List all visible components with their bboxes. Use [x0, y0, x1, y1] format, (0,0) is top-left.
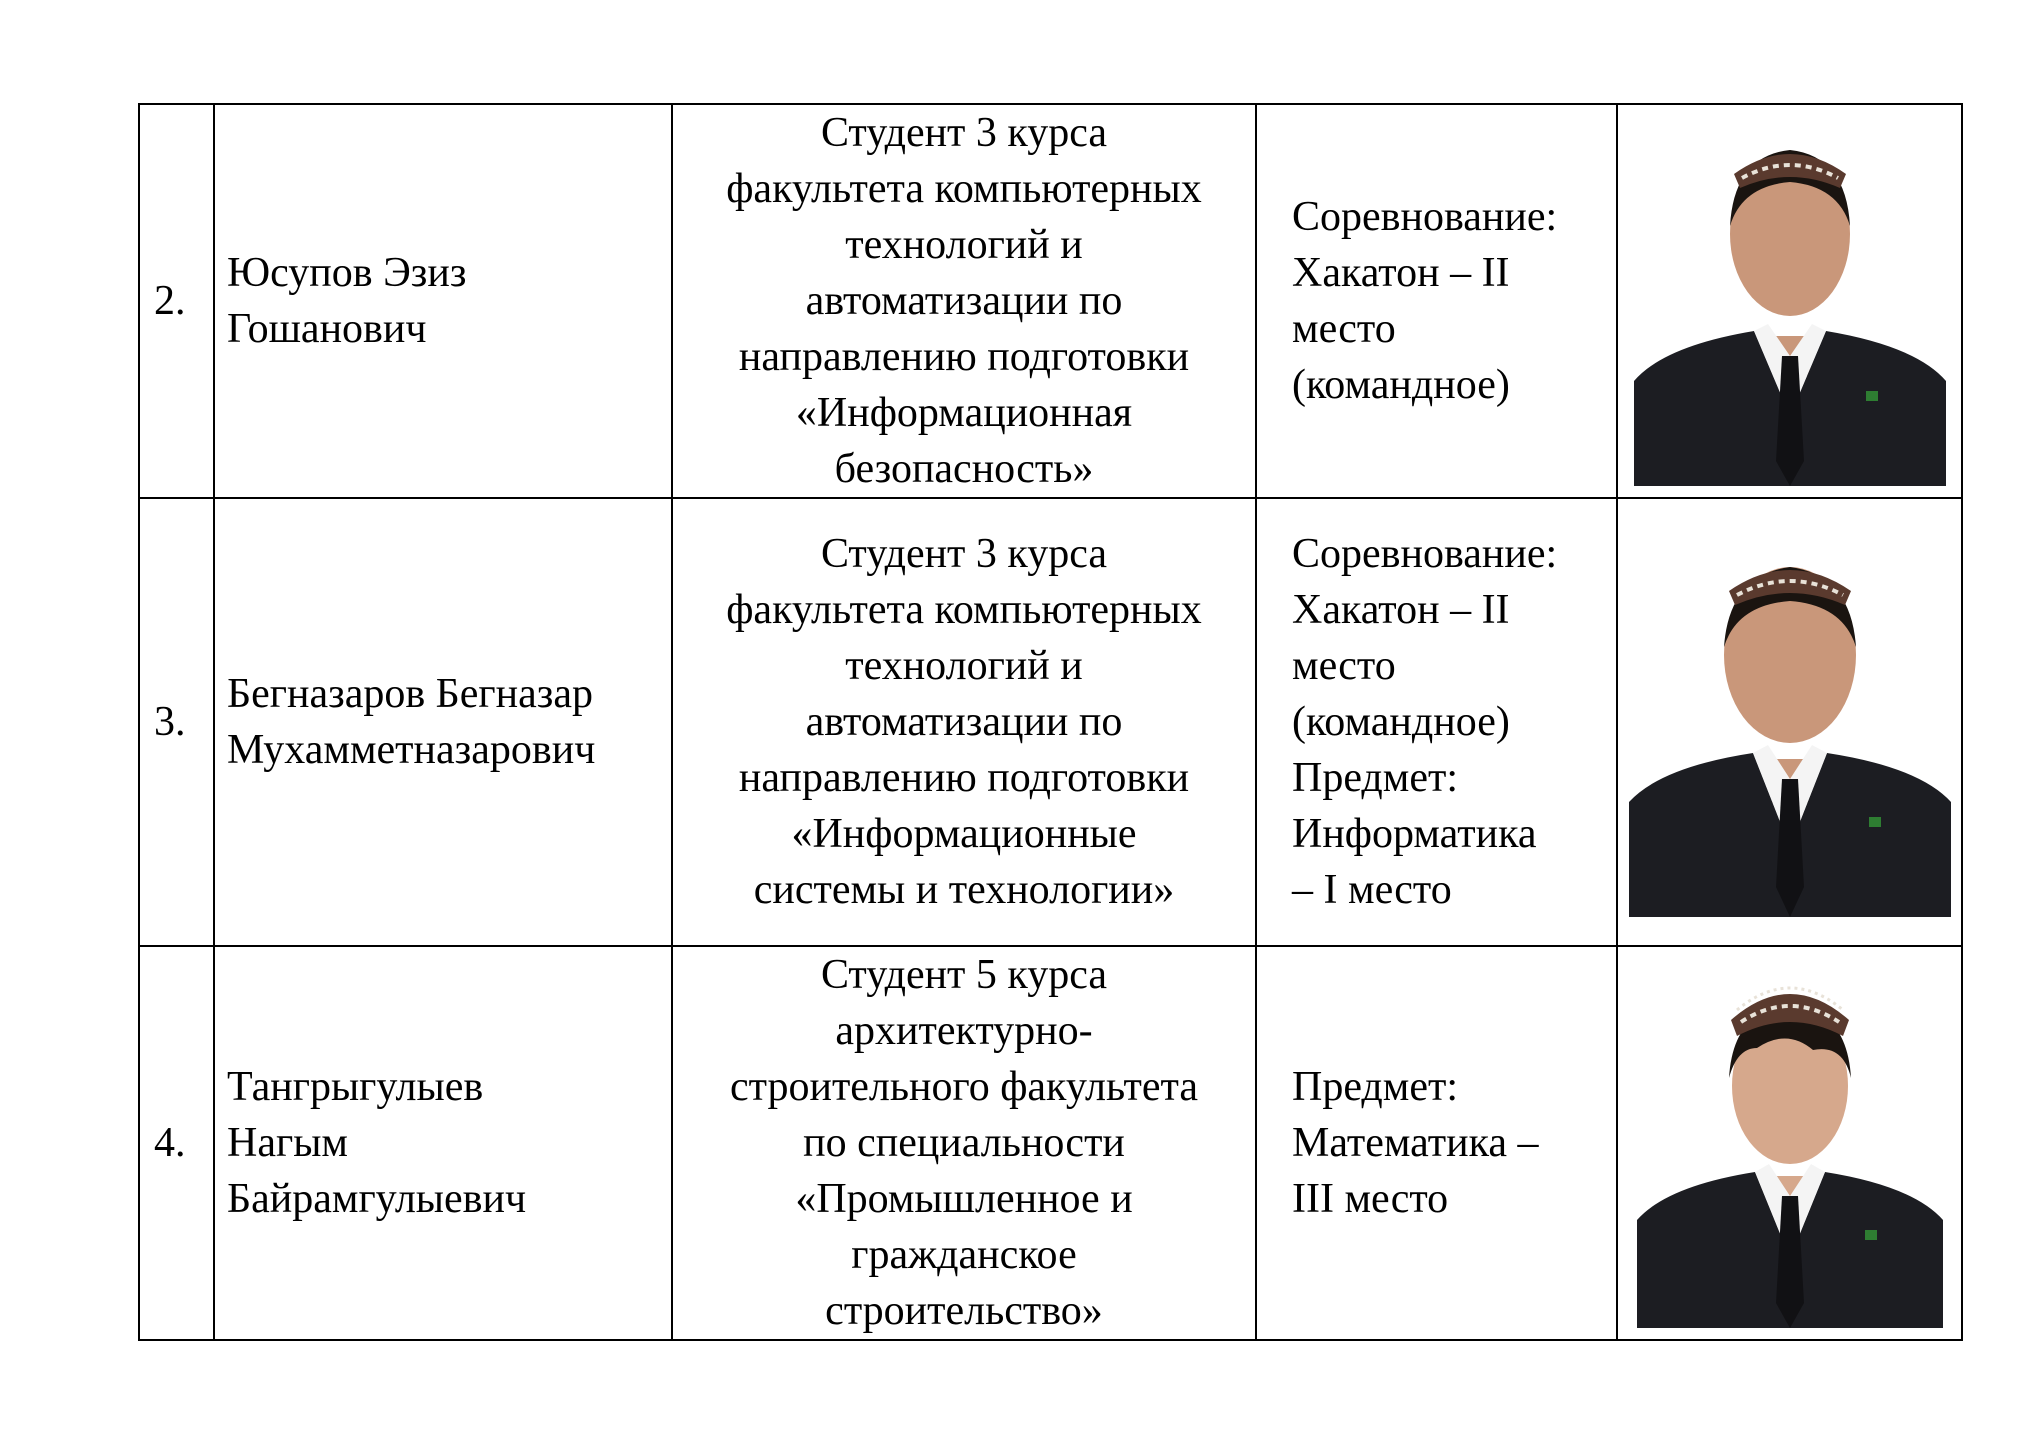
table-row — [139, 104, 1962, 498]
student-award: Предмет: Математика – III место — [1256, 946, 1617, 1340]
student-photo-cell — [1617, 104, 1962, 498]
row-number: 4. — [139, 946, 214, 1340]
table-row — [139, 946, 1962, 1340]
student-photo-cell — [1617, 498, 1962, 946]
student-name: Юсупов Эзиз Гошанович — [214, 104, 672, 498]
row-number: 2. — [139, 104, 214, 498]
student-description: Студент 3 курса факультета компьютерных технологий и автоматизации по направлению подготовки «Информационные системы и технологии» — [672, 498, 1256, 946]
student-name: Тангрыгулыев Нагым Байрамгулыевич — [214, 946, 672, 1340]
student-photo — [1629, 527, 1951, 917]
student-photo-cell — [1617, 946, 1962, 1340]
student-photo — [1637, 958, 1943, 1328]
student-award: Соревнование: Хакатон – II место (командное) — [1256, 104, 1617, 498]
student-name: Бегназаров Бегназар Мухамметназарович — [214, 498, 672, 946]
student-description: Студент 3 курса факультета компьютерных технологий и автоматизации по направлению подготовки «Информационная безопасность» — [672, 104, 1256, 498]
student-award: Соревнование: Хакатон – II место (командное) Предмет: Информатика – I место — [1256, 498, 1617, 946]
students-table — [138, 103, 1963, 1341]
table-row — [139, 498, 1962, 946]
student-photo — [1634, 116, 1946, 486]
row-number: 3. — [139, 498, 214, 946]
student-description: Студент 5 курса архитектурно- строительного факультета по специальности «Промышленное и гражданское строительство» — [672, 946, 1256, 1340]
